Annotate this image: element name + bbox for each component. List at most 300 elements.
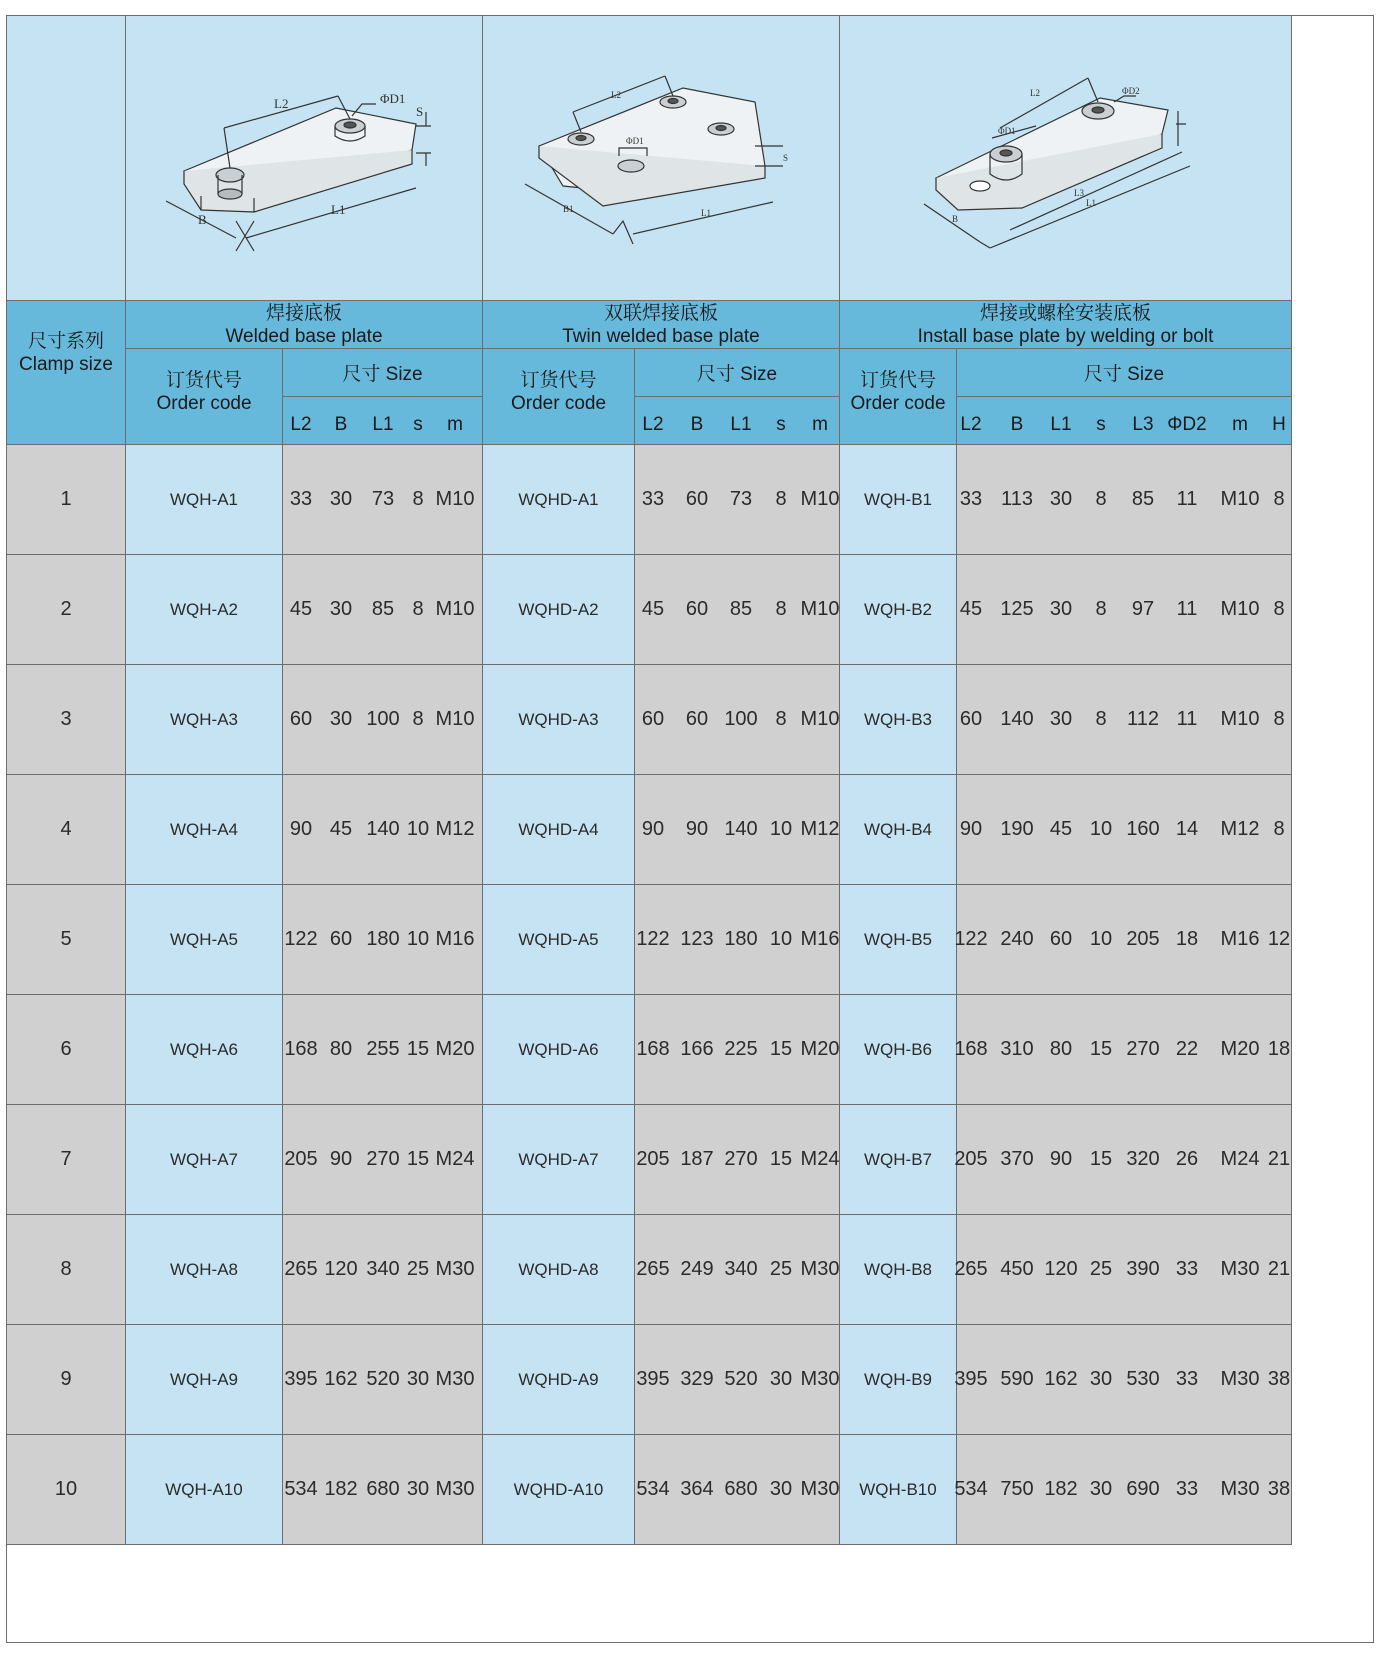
size-value: 21	[1267, 1258, 1291, 1280]
size-value: 180	[366, 928, 400, 950]
size-values-cell	[635, 555, 840, 665]
size-value: 205	[954, 1148, 988, 1170]
size-value: 30	[1049, 708, 1073, 730]
order-code-cell	[483, 885, 635, 995]
size-values-cell	[954, 885, 1292, 995]
order-code-cell-text: WQH-B2	[864, 599, 932, 619]
diagram-twin-welded-base-plate	[483, 16, 840, 301]
size-values-cell	[283, 1215, 483, 1325]
size-value: 30	[1089, 1368, 1113, 1390]
order-code-cell	[126, 1215, 283, 1325]
order-code-header-b	[483, 349, 635, 445]
diagram-label: L2	[611, 90, 621, 100]
order-code-cell-text: WQH-A10	[165, 1479, 243, 1499]
group-title-zh: 焊接底板	[265, 302, 342, 324]
size-value: 265	[954, 1258, 988, 1280]
order-code-cell	[483, 1215, 635, 1325]
size-value: 15	[769, 1148, 793, 1170]
order-code-en: Order code	[510, 392, 607, 414]
size-value: M10	[800, 598, 840, 620]
size-value: 8	[412, 708, 424, 730]
order-code-cell	[126, 1105, 283, 1215]
size-values-cell	[957, 555, 1292, 665]
order-code-cell-text: WQH-A3	[170, 709, 238, 729]
diagram-label: S	[783, 153, 789, 163]
order-code-cell	[840, 775, 957, 885]
column-header: L1	[730, 413, 752, 435]
order-code-cell-text: WQH-A8	[170, 1259, 238, 1279]
size-value: M24	[1220, 1148, 1260, 1170]
order-code-cell-text: WQH-B3	[864, 709, 932, 729]
size-label: 尺寸 Size	[1083, 364, 1165, 385]
size-value: 270	[366, 1148, 400, 1170]
size-value: 45	[641, 598, 665, 620]
diagram-label: L2	[1030, 88, 1040, 98]
size-values-cell	[283, 445, 483, 555]
size-value: M16	[1220, 928, 1260, 950]
column-header: B	[1010, 413, 1024, 435]
diagram-label: L1	[701, 208, 711, 218]
size-value: 15	[769, 1038, 793, 1060]
size-value: 10	[1089, 818, 1113, 840]
order-code-en: Order code	[850, 392, 946, 414]
size-value: 15	[1089, 1148, 1113, 1170]
order-code-cell-text: WQHD-A8	[518, 1259, 599, 1279]
size-value: 8	[1273, 488, 1285, 510]
size-value: 30	[406, 1368, 430, 1390]
size-value: M10	[435, 708, 475, 730]
size-values-cell	[283, 555, 483, 665]
clamp-size-cell-text: 4	[60, 818, 72, 840]
order-code-header-a	[126, 349, 283, 445]
size-value: 30	[769, 1478, 793, 1500]
size-value: M10	[1220, 598, 1260, 620]
diagram-label: S	[416, 104, 424, 119]
size-value: 25	[406, 1258, 430, 1280]
order-code-cell-text: WQH-A2	[170, 599, 238, 619]
size-value: 25	[769, 1258, 793, 1280]
clamp-size-cell	[7, 995, 126, 1105]
column-header: B	[334, 413, 348, 435]
column-header: s	[413, 413, 423, 435]
size-value: 14	[1175, 818, 1199, 840]
diagram-welded-base-plate	[126, 16, 483, 301]
size-value: 26	[1175, 1148, 1199, 1170]
order-code-cell	[126, 665, 283, 775]
clamp-size-cell-text: 9	[60, 1368, 72, 1390]
size-value: M30	[800, 1368, 840, 1390]
size-value: 113	[1001, 488, 1033, 510]
order-code-cell-text: WQH-A7	[170, 1149, 238, 1169]
spec-table	[6, 15, 1374, 1643]
order-code-cell-text: WQH-A9	[170, 1369, 238, 1389]
size-value: M20	[800, 1038, 840, 1060]
size-value: 60	[329, 928, 353, 950]
size-value: M10	[435, 488, 475, 510]
size-value: 120	[324, 1258, 358, 1280]
size-value: 225	[724, 1038, 758, 1060]
diagram-install-base-plate	[840, 16, 1292, 301]
size-values-cell	[635, 995, 840, 1105]
size-value: 33	[1175, 1368, 1199, 1390]
size-value: 73	[371, 488, 395, 510]
size-value: 25	[1089, 1258, 1113, 1280]
size-value: 60	[685, 598, 709, 620]
size-value: 140	[366, 818, 400, 840]
size-value: 30	[1049, 488, 1073, 510]
size-value: 270	[724, 1148, 758, 1170]
size-value: 90	[329, 1148, 353, 1170]
group-title-welded	[126, 301, 483, 349]
size-value: 30	[1049, 598, 1073, 620]
size-value: 180	[724, 928, 758, 950]
order-code-cell	[840, 1105, 957, 1215]
size-value: 73	[729, 488, 753, 510]
size-value: 125	[1000, 598, 1034, 620]
size-value: M10	[1220, 708, 1260, 730]
column-header: B	[690, 413, 704, 435]
size-header-a	[283, 349, 483, 397]
size-value: 450	[1000, 1258, 1034, 1280]
size-value: 18	[1175, 928, 1199, 950]
size-value: 122	[636, 928, 670, 950]
size-value: 8	[775, 598, 787, 620]
order-code-cell-text: WQH-A5	[170, 929, 238, 949]
size-value: 122	[284, 928, 318, 950]
size-value: 8	[412, 488, 424, 510]
column-headers-a	[283, 397, 483, 445]
column-header: L1	[372, 413, 394, 435]
size-value: 680	[366, 1478, 400, 1500]
size-value: 15	[1089, 1038, 1113, 1060]
size-value: 123	[680, 928, 714, 950]
column-header: ΦD2	[1167, 413, 1207, 435]
size-values-cell	[635, 445, 840, 555]
order-code-cell	[126, 885, 283, 995]
column-header: L2	[960, 413, 982, 435]
order-code-cell	[840, 1215, 957, 1325]
size-value: M10	[435, 598, 475, 620]
twin-welded-base-plate-drawing	[483, 16, 839, 300]
size-value: 45	[959, 598, 983, 620]
size-values-cell	[635, 665, 840, 775]
size-value: 30	[329, 598, 353, 620]
size-value: 8	[1273, 708, 1285, 730]
size-value: 97	[1131, 598, 1155, 620]
group-title-en: Welded base plate	[225, 325, 383, 347]
clamp-size-cell	[7, 1105, 126, 1215]
order-code-cell-text: WQH-B6	[864, 1039, 932, 1059]
size-value: 265	[284, 1258, 318, 1280]
size-value: 85	[371, 598, 395, 620]
column-header: s	[776, 413, 786, 435]
order-code-cell	[840, 885, 957, 995]
size-value: 8	[1095, 598, 1107, 620]
order-code-cell-text: WQHD-A3	[518, 709, 599, 729]
order-code-cell-text: WQHD-A9	[518, 1369, 599, 1389]
order-code-cell-text: WQH-B9	[864, 1369, 932, 1389]
size-value: 10	[769, 928, 793, 950]
size-value: M30	[435, 1368, 475, 1390]
order-code-cell-text: WQH-B7	[864, 1149, 932, 1169]
size-value: 240	[1000, 928, 1034, 950]
size-values-cell	[635, 1105, 840, 1215]
size-value: 10	[1089, 928, 1113, 950]
size-value: 182	[1044, 1478, 1078, 1500]
size-value: 520	[724, 1368, 758, 1390]
clamp-size-cell	[7, 1325, 126, 1435]
size-values-cell	[954, 1325, 1292, 1435]
size-value: 310	[1000, 1038, 1034, 1060]
size-value: 534	[284, 1478, 318, 1500]
size-value: 90	[1049, 1148, 1073, 1170]
order-code-cell	[483, 1325, 635, 1435]
size-value: 30	[406, 1478, 430, 1500]
order-code-cell	[126, 555, 283, 665]
size-value: M30	[800, 1258, 840, 1280]
group-title-install	[840, 301, 1292, 349]
clamp-size-cell	[7, 885, 126, 995]
size-value: 80	[1049, 1038, 1073, 1060]
install-base-plate-drawing	[840, 16, 1291, 300]
size-value: 45	[329, 818, 353, 840]
size-values-cell	[283, 1435, 483, 1545]
size-value: 168	[954, 1038, 988, 1060]
order-code-cell	[483, 555, 635, 665]
size-value: 15	[406, 1148, 430, 1170]
order-code-cell-text: WQH-A6	[170, 1039, 238, 1059]
size-value: 60	[685, 488, 709, 510]
size-values-cell	[957, 775, 1292, 885]
size-value: 249	[680, 1258, 714, 1280]
diagram-label: L1	[1086, 198, 1096, 208]
column-header: m	[447, 413, 463, 435]
group-title-twin	[483, 301, 840, 349]
size-value: M12	[1220, 818, 1260, 840]
group-title-zh: 双联焊接底板	[603, 302, 718, 324]
size-values-cell	[954, 1215, 1292, 1325]
order-code-cell-text: WQHD-A5	[518, 929, 599, 949]
order-code-cell-text: WQH-B4	[864, 819, 932, 839]
size-value: 329	[680, 1368, 714, 1390]
diagram-label: L2	[274, 96, 289, 111]
welded-base-plate-drawing	[126, 16, 482, 300]
size-value: M30	[435, 1478, 475, 1500]
size-value: M20	[435, 1038, 475, 1060]
size-header-b	[635, 349, 840, 397]
order-code-cell	[126, 995, 283, 1105]
size-values-cell	[283, 1325, 483, 1435]
size-value: 8	[775, 488, 787, 510]
group-title-zh: 焊接或螺栓安装底板	[979, 302, 1151, 324]
size-value: 85	[729, 598, 753, 620]
size-value: M10	[1220, 488, 1260, 510]
size-value: 690	[1126, 1478, 1160, 1500]
column-header: s	[1096, 413, 1106, 435]
order-code-cell	[126, 775, 283, 885]
size-value: 60	[289, 708, 313, 730]
size-value: 30	[329, 488, 353, 510]
diagram-label: B	[198, 212, 207, 227]
size-value: 190	[1000, 818, 1034, 840]
order-code-cell	[840, 1325, 957, 1435]
size-value: 60	[641, 708, 665, 730]
column-header: m	[1232, 413, 1248, 435]
order-code-cell	[840, 995, 957, 1105]
clamp-size-cell-text: 10	[54, 1478, 78, 1500]
diagram-label: B	[952, 214, 959, 224]
column-header: L1	[1050, 413, 1072, 435]
size-value: 60	[1049, 928, 1073, 950]
size-value: 22	[1175, 1038, 1199, 1060]
size-value: 90	[289, 818, 313, 840]
size-value: 364	[680, 1478, 714, 1500]
size-value: 33	[289, 488, 313, 510]
size-value: 33	[1175, 1258, 1199, 1280]
size-values-cell	[635, 885, 840, 995]
size-value: 590	[1000, 1368, 1034, 1390]
size-value: 45	[1049, 818, 1073, 840]
size-value: 30	[1089, 1478, 1113, 1500]
size-values-cell	[635, 1215, 840, 1325]
clamp-size-cell-text: 5	[60, 928, 72, 950]
order-code-cell-text: WQHD-A10	[513, 1479, 604, 1499]
size-value: 122	[954, 928, 988, 950]
size-value: 370	[1000, 1148, 1034, 1170]
size-value: 30	[329, 708, 353, 730]
size-value: 8	[775, 708, 787, 730]
size-value: 140	[1000, 708, 1034, 730]
column-header: L3	[1132, 413, 1154, 435]
size-value: 390	[1126, 1258, 1160, 1280]
clamp-size-cell	[7, 1215, 126, 1325]
size-value: 12	[1267, 928, 1291, 950]
order-code-zh: 订货代号	[859, 369, 936, 391]
size-value: M30	[1220, 1478, 1260, 1500]
size-values-cell	[954, 1435, 1292, 1545]
clamp-size-cell-text: 2	[60, 598, 72, 620]
order-code-cell-text: WQHD-A4	[518, 819, 599, 839]
size-values-cell	[635, 1435, 840, 1545]
size-value: 166	[680, 1038, 714, 1060]
size-label: 尺寸 Size	[696, 364, 778, 385]
size-value: 45	[289, 598, 313, 620]
size-value: 21	[1267, 1148, 1291, 1170]
order-code-cell	[483, 445, 635, 555]
size-value: M16	[800, 928, 840, 950]
order-code-cell	[483, 665, 635, 775]
size-values-cell	[954, 995, 1292, 1105]
order-code-cell	[483, 1105, 635, 1215]
size-value: 100	[724, 708, 758, 730]
size-value: 33	[959, 488, 983, 510]
size-value: M30	[435, 1258, 475, 1280]
order-code-cell	[483, 1435, 635, 1545]
size-value: 168	[636, 1038, 670, 1060]
order-code-en: Order code	[156, 392, 252, 414]
size-value: 90	[959, 818, 983, 840]
size-value: 255	[366, 1038, 400, 1060]
size-value: 8	[1095, 488, 1107, 510]
order-code-cell-text: WQH-B1	[864, 489, 932, 509]
order-code-cell-text: WQH-B10	[859, 1479, 937, 1499]
size-value: 395	[954, 1368, 988, 1390]
size-values-cell	[283, 995, 483, 1105]
order-code-zh: 订货代号	[165, 369, 242, 391]
size-value: 8	[1273, 818, 1285, 840]
size-value: 140	[724, 818, 758, 840]
size-value: 162	[324, 1368, 358, 1390]
size-values-cell	[954, 1105, 1292, 1215]
size-values-cell	[957, 445, 1292, 555]
size-value: 38	[1267, 1478, 1291, 1500]
order-code-cell	[126, 445, 283, 555]
size-value: 90	[641, 818, 665, 840]
size-value: M30	[1220, 1368, 1260, 1390]
clamp-size-cell	[7, 445, 126, 555]
size-value: 187	[680, 1148, 714, 1170]
size-label: 尺寸 Size	[342, 364, 423, 385]
clamp-size-cell-text: 7	[60, 1148, 72, 1170]
diagram-label: B1	[563, 204, 574, 214]
order-code-cell	[840, 665, 957, 775]
size-value: 205	[284, 1148, 318, 1170]
size-value: 160	[1126, 818, 1160, 840]
order-code-cell-text: WQH-B5	[864, 929, 932, 949]
clamp-size-header	[7, 301, 126, 445]
size-value: 38	[1267, 1368, 1291, 1390]
clamp-size-cell	[7, 555, 126, 665]
size-value: M12	[435, 818, 475, 840]
clamp-size-en: Clamp size	[19, 353, 113, 375]
order-code-cell-text: WQH-A4	[170, 819, 238, 839]
order-code-cell-text: WQHD-A1	[518, 489, 599, 509]
column-headers-b	[635, 397, 840, 445]
order-code-cell	[483, 995, 635, 1105]
size-value: 120	[1044, 1258, 1078, 1280]
diagram-label: L3	[1074, 188, 1084, 198]
size-value: 15	[406, 1038, 430, 1060]
size-value: M10	[800, 488, 840, 510]
diagram-label: ΦD1	[998, 126, 1016, 136]
size-value: 8	[1095, 708, 1107, 730]
size-value: 534	[636, 1478, 670, 1500]
order-code-cell-text: WQH-B8	[864, 1259, 932, 1279]
clamp-size-cell	[7, 775, 126, 885]
clamp-size-cell-text: 8	[60, 1258, 72, 1280]
order-code-cell	[840, 1435, 957, 1545]
diagram-label: L1	[331, 202, 346, 217]
size-value: 90	[685, 818, 709, 840]
size-value: 10	[406, 928, 430, 950]
order-code-zh: 订货代号	[520, 369, 597, 391]
size-value: 33	[1175, 1478, 1199, 1500]
diagram-label: ΦD1	[626, 136, 644, 146]
size-value: 11	[1176, 708, 1198, 730]
clamp-size-cell-text: 1	[60, 488, 72, 510]
size-values-cell	[283, 885, 483, 995]
size-values-cell	[957, 665, 1292, 775]
clamp-size-zh: 尺寸系列	[27, 330, 104, 352]
size-value: M30	[1220, 1258, 1260, 1280]
size-value: 162	[1044, 1368, 1078, 1390]
order-code-cell	[126, 1325, 283, 1435]
size-value: M24	[800, 1148, 840, 1170]
size-value: M24	[435, 1148, 475, 1170]
order-code-cell	[840, 555, 957, 665]
size-value: 60	[959, 708, 983, 730]
size-values-cell	[283, 665, 483, 775]
